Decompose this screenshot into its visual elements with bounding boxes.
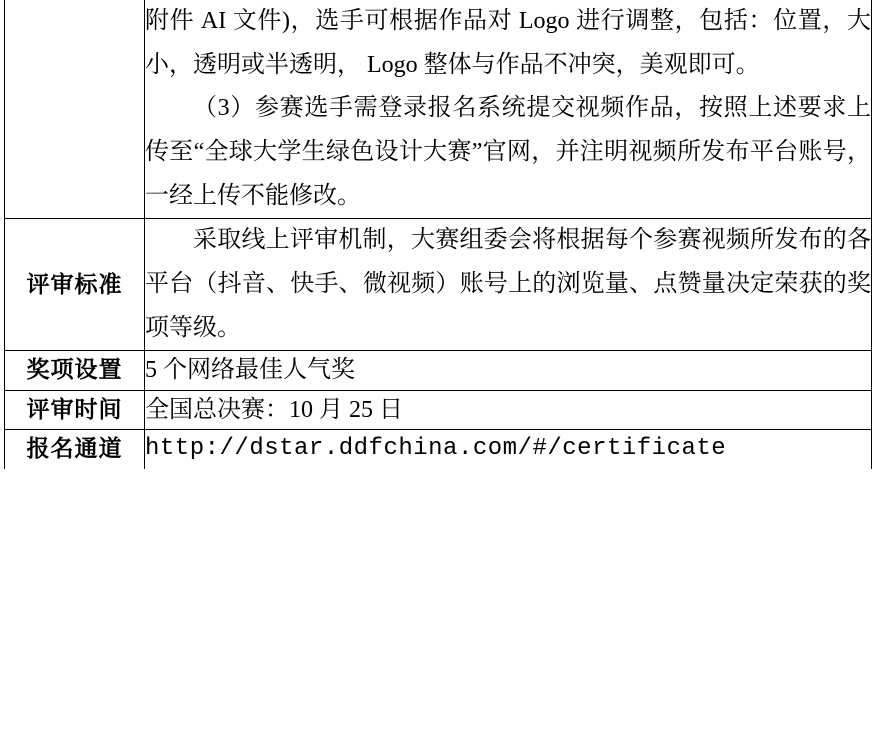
registration-url[interactable]: http://dstar.ddfchina.com/#/certificate: [145, 430, 872, 469]
table-row-review-criteria: [5, 219, 872, 351]
row-content-review-time: 全国总决赛：10 月 25 日: [145, 390, 872, 429]
row-label-registration-channel: 报名通道: [5, 430, 145, 469]
row-label-review-time: 评审时间: [5, 390, 145, 429]
table-row-requirements: [5, 0, 872, 219]
table-row-review-time: [5, 390, 872, 429]
paragraph-submission: （3）参赛选手需登录报名系统提交视频作品，按照上述要求上传至“全球大学生绿色设计大赛”官网，并注明视频所发布平台账号，一经上传不能修改。: [145, 95, 871, 209]
paragraph-logo-adjustment: 附件 AI 文件)，选手可根据作品对 Logo 进行调整，包括：位置，大小，透明或半透明， Logo 整体与作品不冲突，美观即可。: [145, 8, 871, 78]
row-label-requirements: [5, 0, 145, 219]
row-content-requirements: [145, 0, 872, 219]
row-content-awards: 5 个网络最佳人气奖: [145, 351, 872, 390]
row-label-review-criteria: 评审标准: [5, 219, 145, 351]
table-row-registration-channel: [5, 430, 872, 469]
table-row-awards: [5, 351, 872, 390]
document-table: [4, 0, 872, 469]
row-content-review-criteria: [145, 219, 872, 351]
paragraph-review-criteria: 采取线上评审机制，大赛组委会将根据每个参赛视频所发布的各平台（抖音、快手、微视频）账号上的浏览量、点赞量决定荣获的奖项等级。: [145, 227, 871, 341]
row-label-awards: 奖项设置: [5, 351, 145, 390]
